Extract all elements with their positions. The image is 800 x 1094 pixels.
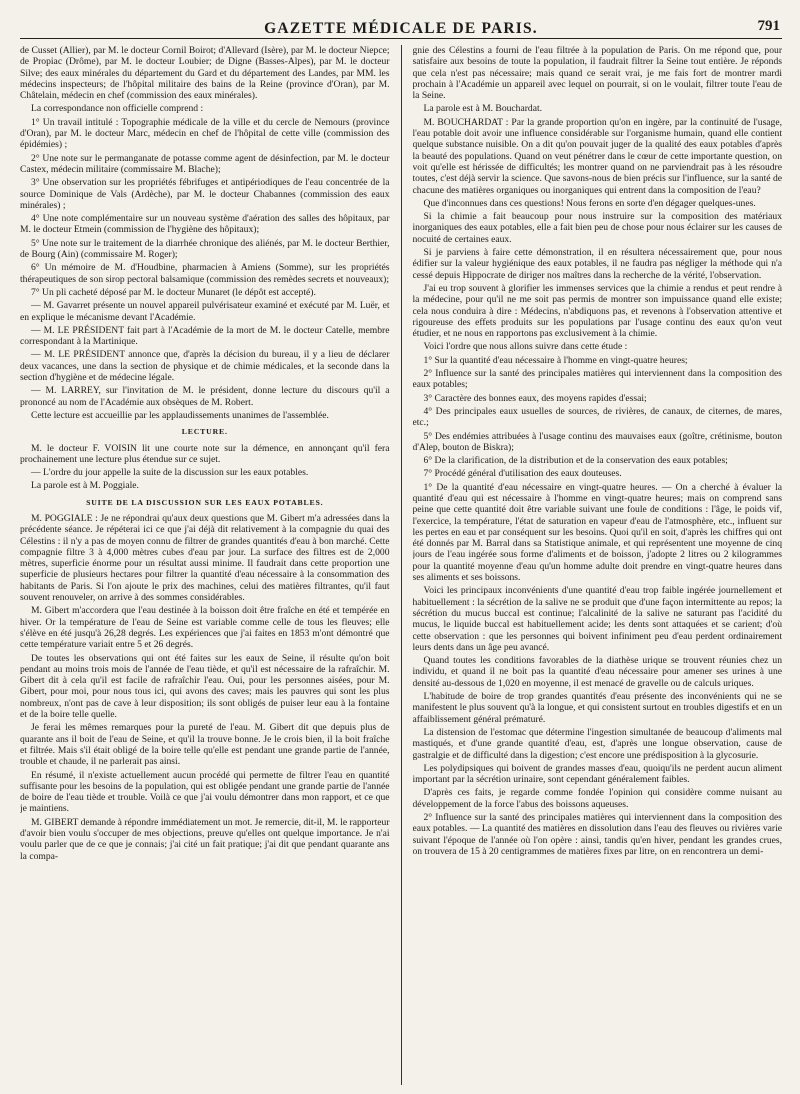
paragraph: La distension de l'estomac que détermine l'ingestion simultanée de beaucoup d'aliments mal mastiqués, et d'une grande quantité d'eau, est, d'après une longue observation, cause de gastralgie et de difficulté dans la digestion; c'est encore une prédisposition à la glycosurie. xyxy=(412,726,782,761)
paragraph: En résumé, il n'existe actuellement aucun procédé qui permette de filtrer l'eau en quantité suffisante pour les besoins de la population, qui est obligée pendant une grande partie de l'année de boire de l'eau tiède et trouble. Voilà ce que j'ai voulu démontrer dans mon rapport, et ce que je maintiens. xyxy=(20,769,390,815)
paragraph: de Cusset (Allier), par M. le docteur Cornil Boirot; d'Allevard (Isère), par M. le docteur Niepce; de Propiac (Drôme), par M. le docteur Loubier; de Digne (Basses-Alpes), par M. le docteur Silve; des eaux minérales du département du Gard et du département des Landes, par MM. les médecins inspecteurs; de l'hôpital militaire des bains de la Reine (province d'Oran), par M. Châtelain, médecin en chef (commission des eaux minérales). xyxy=(20,45,390,102)
column-divider xyxy=(401,45,402,1085)
left-column xyxy=(20,45,390,1085)
section-title: LECTURE. xyxy=(181,427,228,437)
paragraph: Si la chimie a fait beaucoup pour nous instruire sur la composition des matériaux inorganiques des eaux potables, elle a fait bien peu de chose pour nous éclairer sur les causes de nocuité de certaines eaux. xyxy=(412,211,782,245)
paragraph: 2° Influence sur la santé des principales matières qui interviennent dans la composition des eaux potables. — La quantité des matières en dissolution dans l'eau des fleuves ou rivières varie suivant l'époque de l'année où l'on opère : ainsi, tandis qu'en hiver, pendant les grandes crues, on trouvera de 15 à 20 centigrammes de matières fixes par litre, on en rencontrera un demi- xyxy=(412,812,782,857)
paragraph: gnie des Célestins a fourni de l'eau filtrée à la population de Paris. On me répond que, pour satisfaire aux besoins de toute la population, il faudrait filtrer la Seine tout entière. Je réponds que cela n'est pas nécessaire; mais quand ce serait vrai, je me fais fort de montrer mardi prochain à l'Académie un appareil avec lequel on pourrait, si on le voulait, filtrer toute l'eau de la Seine. xyxy=(412,45,782,102)
paragraph: Voici les principaux inconvénients d'une quantité d'eau trop faible ingérée journellement et habituellement : la sécrétion de la salive ne se produit que d'une façon intermittente au repos; la sécrétion du mucus buccal est continue; l'alcalinité de la salive ne saturant pas l'acidité du mucus, le liquide buccal est habituellement acide; les dents sont attaquées et se carient; d'où cette observation : que les personnes qui boivent infiniment peu d'eau perdent ordinairement leurs dents dans un âge peu avancé. xyxy=(412,585,782,653)
paragraph: M. POGGIALE : Je ne répondrai qu'aux deux questions que M. Gibert m'a adressées dans la précédente séance. Je répéterai ici ce que j'ai déjà dit relativement à la compagnie du quai des Célestins : il n'y a pas de moyen connu de filtrer de grandes quantités d'eau à bon marché. Cette compagnie filtre 3 à 4,000 mètres cubes d'eau par jour. La surface des filtres est de 2,000 mètres, superficie énorme pour un résultat aussi minime. Il faudrait dans cette proportion une superficie de plusieurs hectares pour filtrer la quantité d'eau nécessaire à la consommation des habitants de Paris. Si l'on ajoute le prix des machines, celui des matières filtrantes, qu'il faut souvent renouveler, on arrive à des sommes considérables. xyxy=(20,512,390,604)
paragraph: Les polydipsiques qui boivent de grandes masses d'eau, quoiqu'ils ne perdent aucun aliment important par la sécrétion urinaire, sont cependant généralement faibles. xyxy=(412,762,782,786)
paragraph: M. Gibert m'accordera que l'eau destinée à la boisson doit être fraîche en été et tempérée en hiver. Or la température de l'eau de Seine est variable comme celle de tous les fleuves; elle s'élève en été jusqu'à 26,28 degrés. Les expériences que j'ai faites en 1853 m'ont démontré que cette température variait entre 5 et 26 degrés. xyxy=(20,605,390,651)
paragraph: 3° Une observation sur les propriétés fébrifuges et antipériodiques de l'eau concentrée de la source Dominique de Vals (Ardèche), par M. le docteur Chabannes (commission des eaux minérales) ; xyxy=(20,177,390,211)
two-column-body xyxy=(20,45,782,1085)
paragraph: M. BOUCHARDAT : Par la grande proportion qu'on en ingère, par la continuité de l'usage, l'eau potable doit avoir une influence considérable sur l'organisme humain, quand elle contient quelque substance nuisible. On a dit qu'on pouvait juger de la qualité des eaux potables d'après la beauté des populations. Quand on veut pénétrer dans le cœur de cette importante question, on voit qu'elle est hérissée de difficultés; les montrer quand on ne parviendrait pas à les résoudre toutes, c'est déjà servir la science. Que savons-nous de bien précis sur l'influence, sur la santé de chacune des matières organiques ou inorganiques qui entrent dans la composition de l'eau? xyxy=(412,116,782,196)
paragraph: — M. LE PRÉSIDENT fait part à l'Académie de la mort de M. le docteur Catelle, membre correspondant à la Martinique. xyxy=(20,324,390,348)
paragraph: — M. Gavarret présente un nouvel appareil pulvérisateur examiné et exécuté par M. Luër, et en explique le mécanisme devant l'Académie. xyxy=(20,300,390,323)
right-column xyxy=(413,45,783,1085)
paragraph: M. GIBERT demande à répondre immédiatement un mot. Je remercie, dit-il, M. le rapporteur d'avoir bien voulu s'occuper de mes objections, preuve qu'elles ont quelque importance. Je n'ai voulu parler que de ce que je connais; j'ai cité un fait pratique; j'ai dit que pendant quarante ans la compa- xyxy=(20,816,390,862)
paragraph: D'après ces faits, je regarde comme fondée l'opinion qui considère comme nuisant au développement de la force l'abus des boissons aqueuses. xyxy=(412,787,782,810)
paragraph: 4° Une note complémentaire sur un nouveau système d'aération des salles des hôpitaux, par M. le docteur Etmein (commission de l'hygiène des hôpitaux); xyxy=(20,213,390,236)
paragraph: 6° De la clarification, de la distribution et de la conservation des eaux potables; xyxy=(423,455,728,467)
paragraph: Cette lecture est accueillie par les applaudissements unanimes de l'assemblée. xyxy=(31,409,329,421)
paragraph: — M. LARREY, sur l'invitation de M. le président, donne lecture du discours qu'il a prononcé au nom de l'Académie aux obsèques de M. Robert. xyxy=(20,385,390,408)
paragraph: Si je parviens à faire cette démonstration, il en résultera nécessairement que, pour nous édifier sur la valeur hygiénique des eaux potables, il ne faudra pas négliger la méthode qui n'a cessé depuis Hippocrate de diriger nos maîtres dans la recherche de la vérité, l'observation. xyxy=(412,247,782,281)
paragraph: M. le docteur F. VOISIN lit une courte note sur la démence, en annonçant qu'il fera prochainement une lecture plus étendue sur ce sujet. xyxy=(20,442,390,465)
paragraph: 3° Caractère des bonnes eaux, des moyens rapides d'essai; xyxy=(423,392,647,404)
paragraph: 2° Une note sur le permanganate de potasse comme agent de désinfection, par M. le docteur Castex, médecin militaire (commissaire M. Blache); xyxy=(20,152,390,175)
paragraph: Que d'inconnues dans ces questions! Nous ferons en sorte d'en dégager quelques-unes. xyxy=(423,197,756,209)
paragraph: Je ferai les mêmes remarques pour la pureté de l'eau. M. Gibert dit que depuis plus de quarante ans il boit de l'eau de Seine, et qu'il la trouve bonne. Je le crois bien, il la boit fraîche et filtrée. Mais s'il était obligé de la boire telle qu'elle est pendant une grande partie de l'année, trouble et chaude, il ne parlerait pas ainsi. xyxy=(20,722,390,768)
paragraph: La parole est à M. Poggiale. xyxy=(31,480,139,492)
section-title: SUITE DE LA DISCUSSION SUR LES EAUX POTABLES. xyxy=(86,497,324,507)
paragraph: Voici l'ordre que nous allons suivre dans cette étude : xyxy=(423,341,628,353)
paragraph: La parole est à M. Bouchardat. xyxy=(423,103,543,115)
paragraph: J'ai eu trop souvent à glorifier les immenses services que la chimie a rendus et peut rendre à la médecine, pour qu'il ne me soit pas permis de montrer son impuissance quand elle existe; cela nous conduira à dire : Médecins, n'abdiquons pas, et revenons à l'observation attentive et rigoureuse des effets produits sur les populations par l'usage continu des eaux qu'on veut étudier, et ne nous en rapportons pas exclusivement à la chimie. xyxy=(412,282,782,340)
paragraph: 7° Procédé général d'utilisation des eaux douteuses. xyxy=(423,468,622,480)
paragraph: 1° Sur la quantité d'eau nécessaire à l'homme en vingt-quatre heures; xyxy=(423,354,688,366)
paragraph: La correspondance non officielle comprend : xyxy=(31,103,204,115)
paragraph: — L'ordre du jour appelle la suite de la discussion sur les eaux potables. xyxy=(31,467,309,479)
paragraph: Quand toutes les conditions favorables de la diathèse urique se trouvent réunies chez un individu, et quand il ne boit pas la quantité d'eau nécessaire pour amener ses urines à une densité au-dessous de 1,020 en moyenne, il est menacé de gravelle ou de calculs uriques. xyxy=(412,655,782,689)
paragraph: 5° Une note sur le traitement de la diarrhée chronique des aliénés, par M. le docteur Berthier, de Bourg (Ain) (commissaire M. Roger); xyxy=(20,237,390,261)
paragraph: 4° Des principales eaux usuelles de sources, de rivières, de canaux, de citernes, de mares, etc.; xyxy=(412,405,782,429)
paragraph: 7° Un pli cacheté déposé par M. le docteur Munaret (le dépôt est accepté). xyxy=(31,286,316,298)
paragraph: 1° Un travail intitulé : Topographie médicale de la ville et du cercle de Nemours (province d'Oran), par M. le docteur Marc, médecin en chef de l'hôpital de cette ville (commission des épidémies) ; xyxy=(20,116,390,151)
paragraph: 1° De la quantité d'eau nécessaire en vingt-quatre heures. — On a cherché à évaluer la quantité d'eau qui est nécessaire à l'homme en vingt-quatre heures; mais on comprend sans peine que cette quantité doit être variable suivant une foule de conditions : l'âge, le poids vif, l'exercice, la température, l'état de saturation en vapeur d'eau de l'atmosphère, etc., influent sur les pertes en eau et par conséquent sur les besoins. Quoi qu'il en soit, d'après les chiffres qui ont été donnés par M. Barral dans sa Statistique animale, et qui représentent une moyenne de cinq jours de l'eau ingérée sous forme d'aliments et de boisson, j'adopte 2 litres ou 2 kilogrammes pour la quantité moyenne d'eau qu'un homme adulte doit prendre en vingt-quatre heures dans ses aliments et ses boissons. xyxy=(412,481,782,584)
page-number: 791 xyxy=(757,18,780,34)
paragraph: L'habitude de boire de trop grandes quantités d'eau présente des inconvénients qui ne se manifestent le plus souvent qu'à la longue, et qui consistent surtout en troubles digestifs et en un affaiblissement général prématuré. xyxy=(412,691,782,725)
paragraph: 2° Influence sur la santé des principales matières qui interviennent dans la composition des eaux potables; xyxy=(412,368,782,391)
paragraph: 6° Un mémoire de M. d'Houdbine, pharmacien à Amiens (Somme), sur les propriétés thérapeutiques de son sirop pectoral balsamique (commission des remèdes secrets et nouveaux); xyxy=(20,262,390,285)
paragraph: De toutes les observations qui ont été faites sur les eaux de Seine, il résulte qu'on boit pendant au moins trois mois de l'année de l'eau tiède, et qu'il est nécessaire de la rafraîchir. M. Gibert dit à cela qu'il est facile de rafraîchir l'eau. Oui, pour les personnes aisées, pour M. Gibert, pour moi, pour nous tous ici, qui avons des caves; mais les pauvres qui sont les plus nombreux, n'ont pas de cave à leur disposition; ils sont obligés de puiser leur eau à la fontaine et de la boire telle quelle. xyxy=(20,652,390,721)
paragraph: — M. LE PRÉSIDENT annonce que, d'après la décision du bureau, il y a lieu de déclarer deux vacances, une dans la section de physique et de chimie médicales, et la seconde dans la section d'hygiène et de médecine légale. xyxy=(20,349,390,384)
paragraph: 5° Des endémies attribuées à l'usage continu des mauvaises eaux (goître, crétinisme, bouton d'Alep, bouton de Biskra); xyxy=(412,430,782,453)
journal-title: GAZETTE MÉDICALE DE PARIS. xyxy=(264,20,538,37)
page-header xyxy=(20,12,782,39)
